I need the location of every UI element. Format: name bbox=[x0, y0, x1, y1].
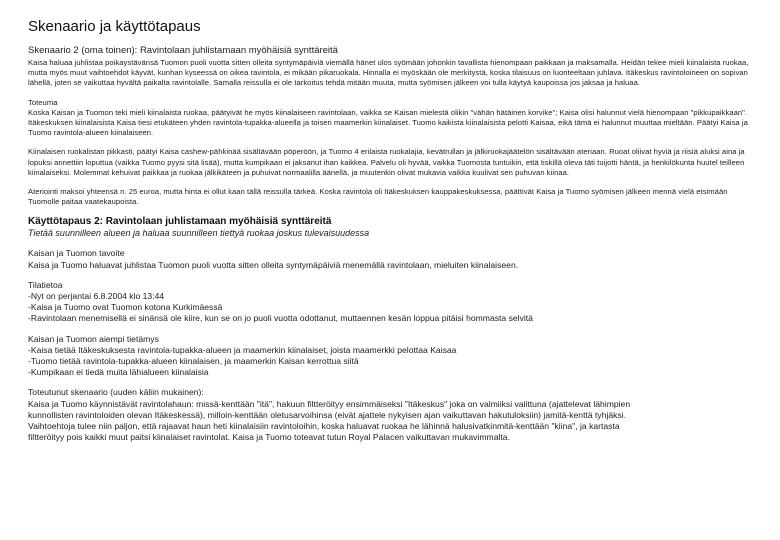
goal-label: Kaisan ja Tuomon tavoite bbox=[28, 248, 125, 259]
scenario-intro bbox=[28, 58, 758, 89]
knowledge-section bbox=[28, 334, 758, 379]
use-case-subtitle: Tietää suunnilleen alueen ja haluaa suunnilleen tiettyä ruokaa joskus tulevaisuudessa bbox=[28, 228, 370, 239]
goal-section bbox=[28, 248, 758, 270]
situation-line: -Nyt on perjantai 6.8.2004 klo 13:44 bbox=[28, 291, 165, 302]
situation-label: Tilatietoa bbox=[28, 279, 63, 290]
knowledge-line: -Tuomo tietää ravintola-tupakka-alueen kiinalaisen, ja maamerkin Kaisan kerrottua siitä bbox=[28, 356, 359, 367]
realized-label: Toteutunut skenaario (uuden käliin mukainen): bbox=[28, 387, 204, 398]
realized-line: kunnollisten ravintoloiden olevan Itäkeskessä), milloin-kenttään oletusarvoihinsa (eivät ajattele nykyisen ajan vaikuttavan hakutuloksiin) jamitä-kenttä tyhjäksi. bbox=[28, 409, 627, 420]
scenario-paragraph-3 bbox=[28, 147, 758, 178]
situation-section bbox=[28, 280, 758, 325]
situation-line: -Ravintolaan menemisellä ei sinänsä ole kiire, kun se on jo puoli vuotta odottanut, muttaennen kesän loppua pitäisi hommasta selvitä bbox=[28, 313, 533, 324]
realized-line: filtteröityy pois kaikki muut paitsi kiinalaiset ravintolat. Kaisa ja Tuomo toteavat tutun Royal Palacen vaikuttavan mukavimmalta. bbox=[28, 432, 510, 443]
scenario-intro-text: Kaisa haluaa juhlistaa poikaystävänsä Tuomon puoli vuotta sitten olleita syntymäpäiviä viemällä hänet ulos syömään johonkin tavallista hienompaan paikkaan ja maksamalla. Heidän tekee mieli kiinalaista ruokaa, mutta myös muut vaihtoehdot käyvät, kunhan kyseessä on oikea ravintola, ei mikään pikaruokala. Hinnalla ei myöskään ole merkitystä, koska tilaisuus on luonteeltaan juhlava. Itäkeskus ravintoloineen on sopivan lähellä, joten se vaikuttaa hyvältä paikalta ravintolalle. Samalla reissulla ei ole tarkoitus tehdä mitään muuta, mutta syömisen jälkeen voi tulla käytyä kaupoissa jos jaksaa ja haluaa. bbox=[28, 58, 749, 88]
scenario-realization bbox=[28, 98, 758, 139]
scenario-heading: Skenaario 2 (oma toinen): Ravintolaan juhlistamaan myöhäisiä synttäreitä bbox=[28, 45, 338, 56]
realized-section bbox=[28, 387, 758, 443]
scenario-paragraph-4 bbox=[28, 187, 758, 207]
knowledge-line: -Kumpikaan ei tiedä muita lähialueen kiinalaisia bbox=[28, 367, 209, 378]
page-title: Skenaario ja käyttötapaus bbox=[28, 18, 201, 35]
situation-line: -Kaisa ja Tuomo ovat Tuomon kotona Kurkimäessä bbox=[28, 302, 223, 313]
knowledge-line: -Kaisa tietää Itäkeskuksesta ravintola-tupakka-alueen ja maamerkin kiinalaiset, joista maamerkki pelottaa Kaisaa bbox=[28, 344, 457, 355]
use-case-heading: Käyttötapaus 2: Ravintolaan juhlistamaan myöhäisiä synttäreitä bbox=[28, 216, 332, 228]
realization-label: Toteuma bbox=[28, 97, 58, 107]
knowledge-label: Kaisan ja Tuomon aiempi tietämys bbox=[28, 333, 159, 344]
goal-text: Kaisa ja Tuomo haluavat juhlistaa Tuomon puoli vuotta sitten olleita syntymäpäiviä menemällä ravintolaan, mieluiten kiinalaiseen. bbox=[28, 259, 519, 270]
realization-text: Koska Kaisan ja Tuomon teki mieli kiinalaista ruokaa, päätyivät he myös kiinalaiseen ravintolaan, vaikka se Kaisan mielestä olikin "vähän hätäinen korvike"; Kaisa olisi halunnut vielä hienompaan "pikkupaikkaan". Itäkeskuksen kiinalaisista Kaisa tiesi etukäteen yhden ravintola-tupakka-alueella ja toisen maamerkin kiinalaiset. Tuomo kaikista kiinalaisista pelotti Kaisaa, eikä tämä ei halunnut muuttaa mieltään. Päätyi Kaisa ja Tuomo ravintola-alueen kiinalaiseen. bbox=[28, 107, 748, 138]
scenario-paragraph-4-text: Ateriointi maksoi yhteensä n. 25 euroa, mutta hinta ei ollut kaan tällä reissulla tärkeä. Koska ravintola oli Itäkeskuksen kauppakeskuksessa, päättivät Kaisa ja Tuomo syömisen jälkeen mennä vielä etsimään Tuomolle paitaa vaatekaupoista. bbox=[28, 187, 728, 207]
realized-line: Kaisa ja Tuomo käynnistävät ravintolahaun: missä-kenttään "itä", hakuun filtteröityy ensimmäiseksi "Itäkeskus" joka on valmiiksi valittuna (ajattelevat lähimpien bbox=[28, 398, 631, 409]
scenario-paragraph-3-text: Kiinalaisen ruokalistan pikkasti, päätyi Kaisa cashew-pähkinää sisältävään pöperöön, ja Tuomo 4 erilaista ruokalajia, kevätrullan ja jälkiruokajäätelön sisältävään ateriaan. Ruoat oliivat hyviä ja riisiä aluksi aina ja lopuksi annettiin loputtua (vaikka Tuomo pyysi sitä lisää), mutta kumpikaan ei jaksanut ihan kaikkea. Palvelu oli hyvää, vaikka Tuomosta tuntuikin, että tiskillä oleva täti tuijotti häntä, ja henkilökunta huutel teilleen kiinalaiseksi. Molemmat kehuivat paikkaa ja ruokaa jälkikäteen ja puhuivat normaalilla äänellä, ja muutenkin olivat mukavia vaikka kuulivat sen puhuvan kiinaa. bbox=[28, 147, 745, 177]
realized-line: Vaihtoehtoja tulee niin paljon, että rajaavat haun heti kiinalaisiin ravintoloihin, koska haluavat ruokaa he lähinnä halusivatkinmitä-kenttään "kiina", ja kartasta bbox=[28, 421, 620, 432]
